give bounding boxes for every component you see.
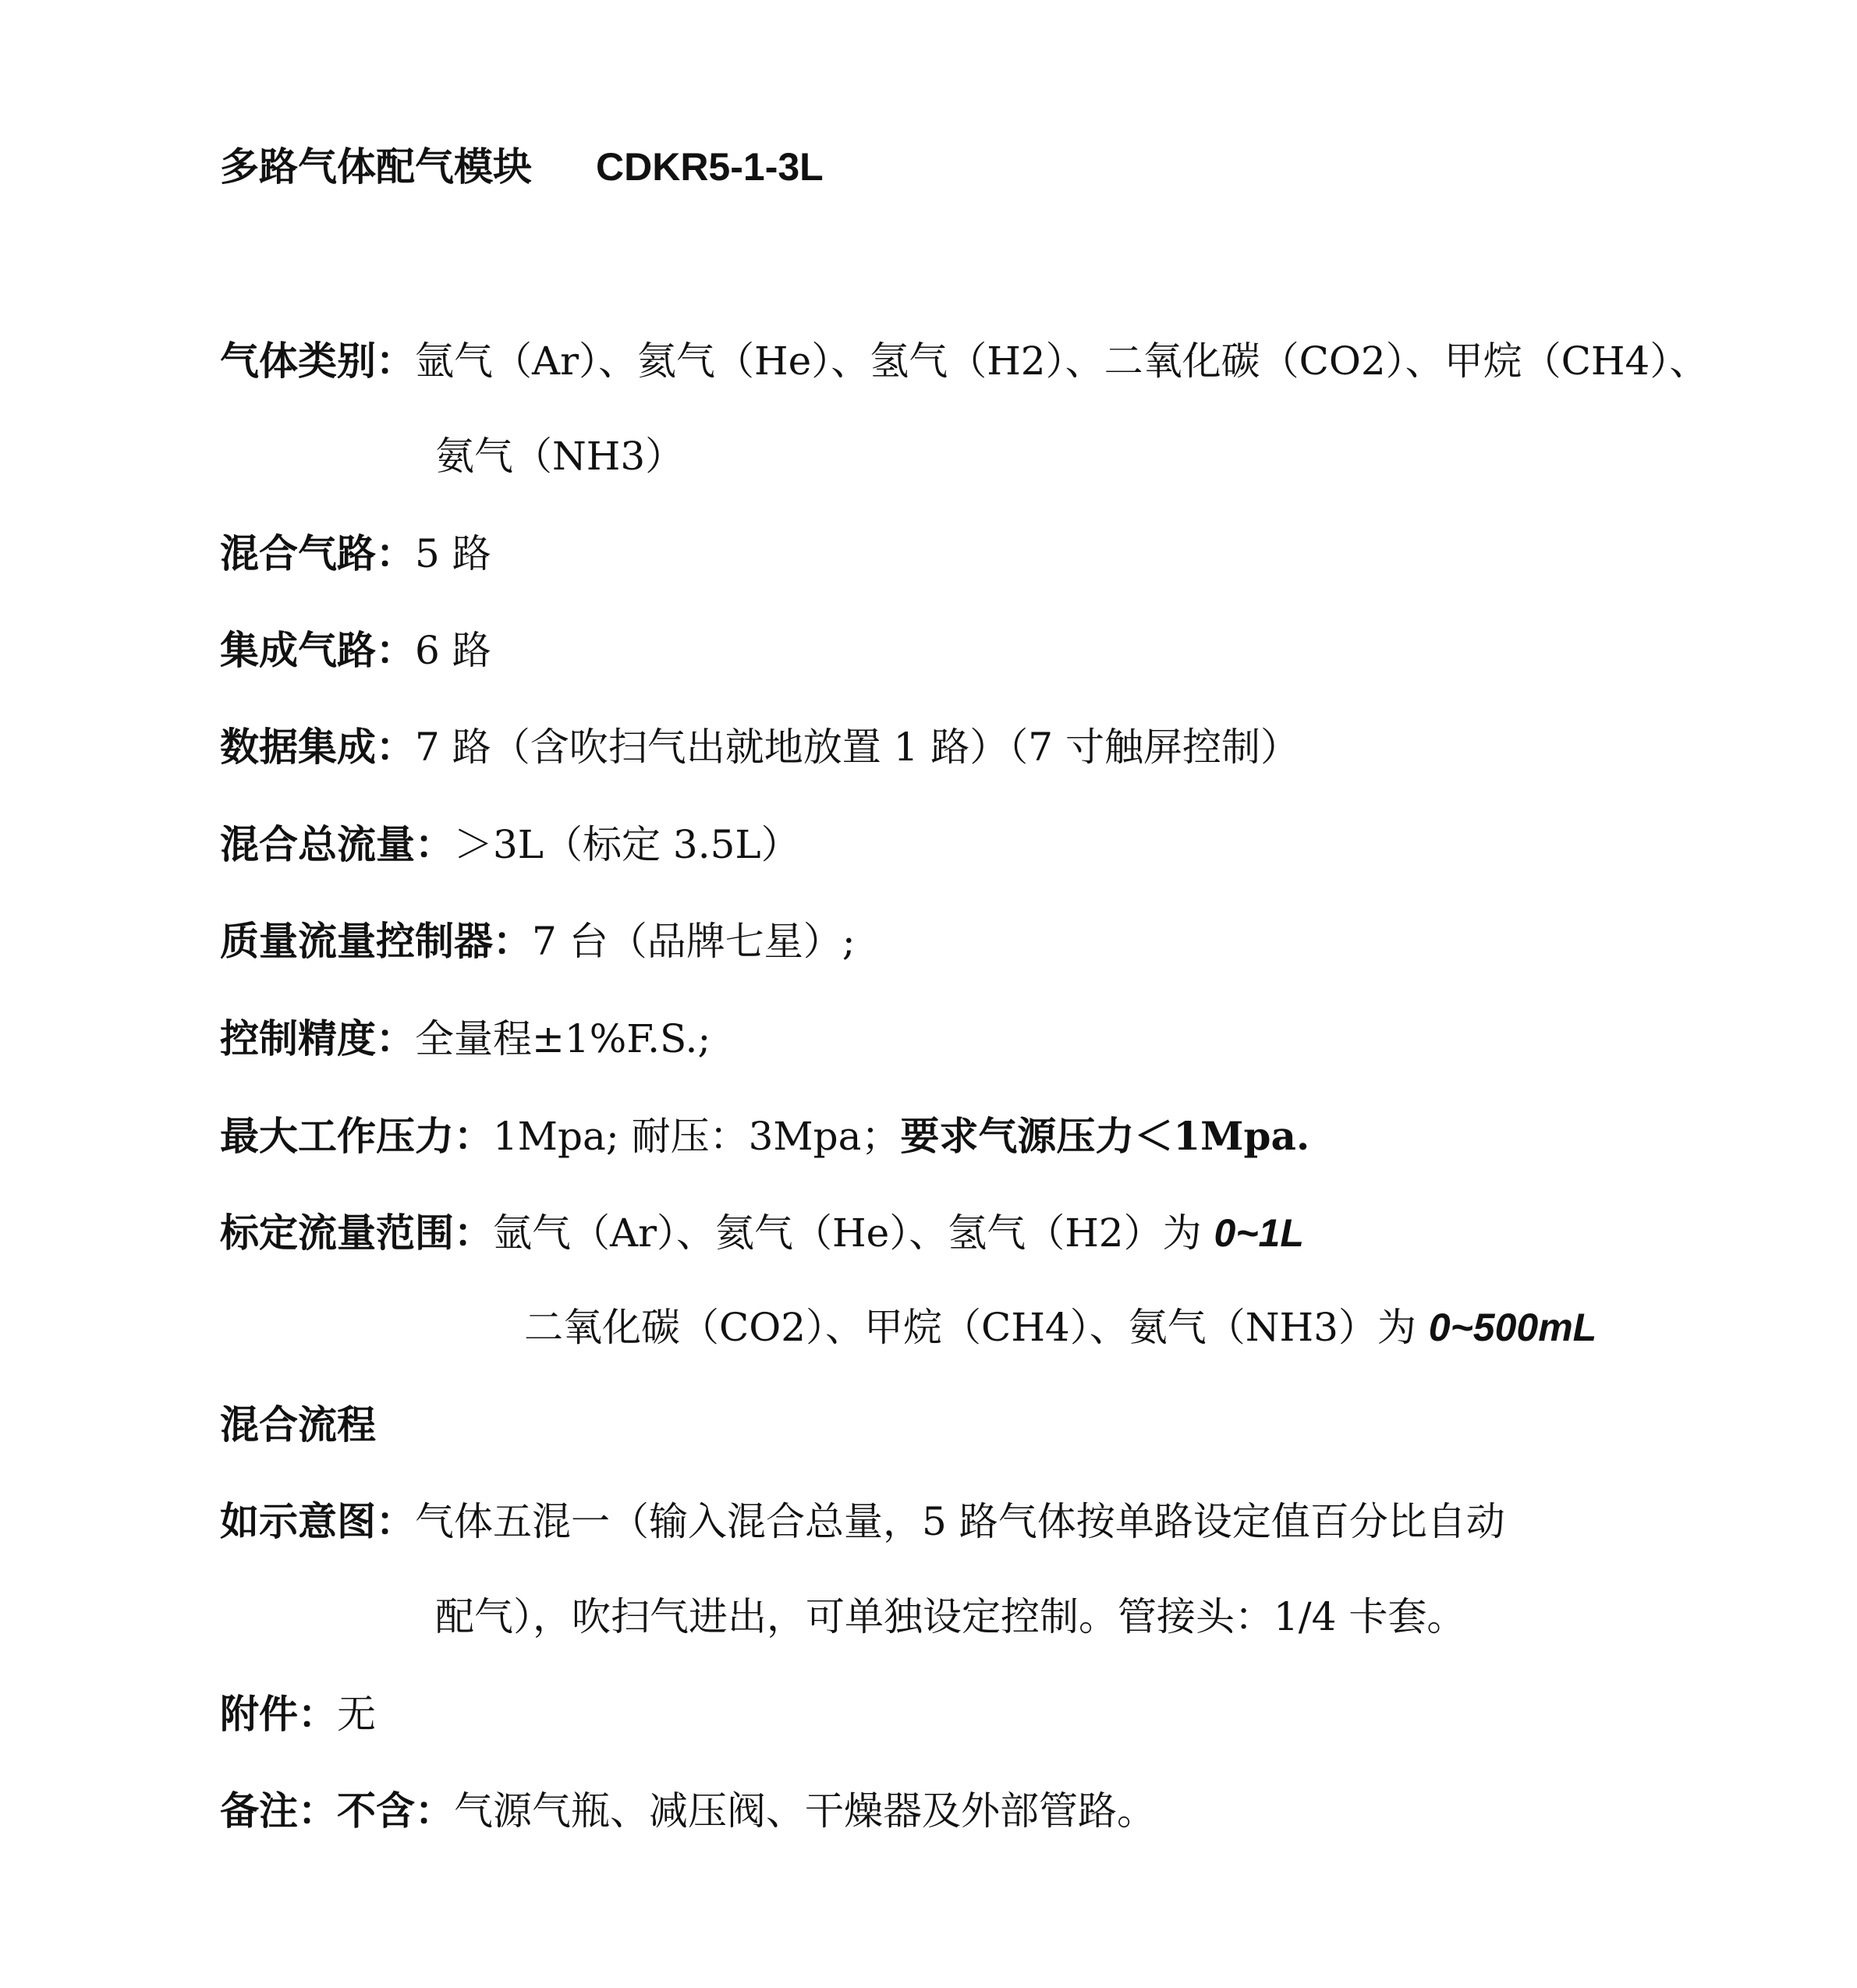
pressure-requirement: 要求气源压力＜1Mpa. xyxy=(900,1113,1310,1159)
flow-range-label: 标定流量范围： xyxy=(220,1210,493,1256)
flow-range-line2-range: 0~500mL xyxy=(1428,1306,1597,1349)
flow-range-row xyxy=(220,1210,1304,1256)
product-name: 多路气体配气模块 xyxy=(220,144,532,190)
accuracy-row xyxy=(220,1015,711,1062)
accessories-value: 无 xyxy=(337,1692,376,1737)
accuracy-label: 控制精度： xyxy=(220,1015,415,1061)
accuracy-value: 全量程±1%F.S.; xyxy=(415,1016,711,1061)
gas-types-label: 气体类别： xyxy=(220,338,415,384)
gas-types-value-cont: 氨气（NH3） xyxy=(435,434,685,479)
data-integration-row xyxy=(220,724,1299,771)
data-integration-value: 7 路（含吹扫气出就地放置 1 路）（7 寸触屏控制） xyxy=(415,725,1300,770)
notes-exclusion-label: 不含： xyxy=(337,1788,454,1834)
mix-paths-value: 5 路 xyxy=(415,531,491,576)
notes-row xyxy=(220,1788,1156,1834)
accessories-row xyxy=(220,1691,376,1738)
gas-types-row-cont xyxy=(435,433,684,480)
gas-types-row xyxy=(220,338,1708,384)
product-model: CDKR5-1-3L xyxy=(596,145,824,189)
mix-paths-row xyxy=(220,530,491,577)
mfc-value: 7 台（品牌七星）; xyxy=(532,919,856,964)
total-flow-value: ＞3L（标定 3.5L） xyxy=(454,822,800,867)
flow-range-line1-range: 0~1L xyxy=(1214,1211,1304,1255)
mix-process-heading: 混合流程 xyxy=(220,1402,376,1448)
mix-process-row xyxy=(220,1402,376,1448)
integrated-paths-value: 6 路 xyxy=(415,628,491,673)
flow-range-line1: 氩气（Ar）、氦气（He）、氢气（H2）为 xyxy=(493,1210,1214,1256)
integrated-paths-row xyxy=(220,627,491,674)
notes-label: 备注： xyxy=(220,1788,337,1834)
mix-paths-label: 混合气路： xyxy=(220,530,415,576)
gas-types-value: 氩气（Ar）、氦气（He）、氢气（H2）、二氧化碳（CO2）、甲烷（CH4）、 xyxy=(415,338,1709,384)
data-integration-label: 数据集成： xyxy=(220,724,415,770)
flow-range-row-cont xyxy=(524,1304,1597,1351)
total-flow-label: 混合总流量： xyxy=(220,821,454,867)
pressure-row xyxy=(220,1113,1309,1160)
integrated-paths-label: 集成气路： xyxy=(220,627,415,673)
notes-value: 气源气瓶、减压阀、干燥器及外部管路。 xyxy=(454,1788,1156,1834)
flow-range-line2: 二氧化碳（CO2）、甲烷（CH4）、氨气（NH3）为 xyxy=(524,1305,1429,1350)
pressure-value: 1Mpa; 耐压：3Mpa； xyxy=(493,1114,901,1159)
diagram-label: 如示意图： xyxy=(220,1498,415,1544)
diagram-row-cont xyxy=(435,1593,1465,1640)
accessories-label: 附件： xyxy=(220,1691,337,1737)
diagram-value-cont: 配气），吹扫气进出，可单独设定控制。管接头：1/4 卡套。 xyxy=(435,1594,1466,1639)
document-title xyxy=(220,144,824,190)
diagram-row xyxy=(220,1498,1505,1545)
diagram-value: 气体五混一（输入混合总量，5 路气体按单路设定值百分比自动 xyxy=(415,1499,1505,1544)
mfc-label: 质量流量控制器： xyxy=(220,918,532,964)
mfc-row xyxy=(220,918,856,965)
total-flow-row xyxy=(220,821,800,868)
pressure-label: 最大工作压力： xyxy=(220,1113,493,1159)
